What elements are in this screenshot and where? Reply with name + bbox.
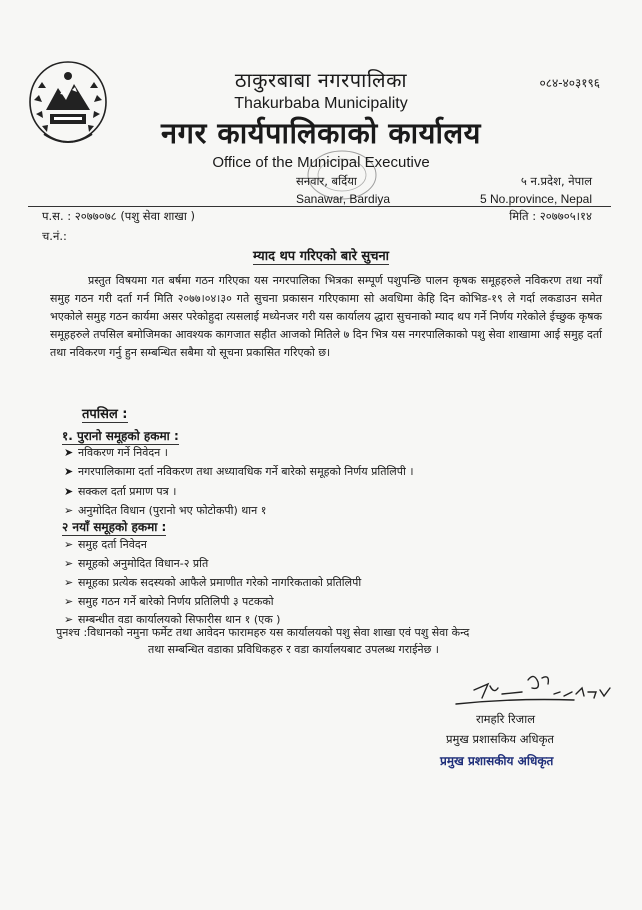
arrow-bullet-icon: ➢: [64, 576, 74, 589]
office-name-english: Office of the Municipal Executive: [212, 154, 430, 171]
notice-body: प्रस्तुत विषयमा गत बर्षमा गठन गरिएका यस नगरपालिका भित्रका सम्पूर्ण पशुपन्छि पालन कृषक समूहहरुले नविकरण तथा नयाँ समुह गठन गरी दर्ता गर्न मिति २०७७।०४।३० गते सुचना प्रकासन गरिएकामा सो अवधिमा केहि दिन कोभिड-१९ ले गर्दा लकडाउन समेत भएकोले समुह गठन कार्यमा असर परेकोहुदा त्यसलाई मध्येनजर गरी यस कार्यालय द्धारा सुचनाको म्याद थप गर्ने निर्णय गरेकोले ईच्छुक कृषक समूहहरुले तपसिल बमोजिमका आवश्यक कागजात सहीत आजको मितिले ७ दिन भित्र यस नगरपालिकाको पशु सेवा शाखामा आई समुह दर्ता तथा नविकरण गर्नु हुन सम्बन्धित सबैमा यो सूचना प्रकासित गरिएको छ।: [50, 274, 602, 359]
arrow-bullet-icon: ➢: [64, 538, 74, 551]
postscript-line-2: तथा सम्बन्धित वडाका प्रविधिकहरु र वडा कार्यालयबाट उपलब्ध गराईनेछ ।: [148, 643, 439, 656]
postscript-line-1: पुनश्च :विधानको नमुना फर्मेट तथा आवेदन फारामहरु यस कार्यालयको पशु सेवा शाखा एवं पशु सेवा केन्द: [56, 626, 470, 639]
details-heading: तपसिल :: [82, 404, 128, 423]
arrow-bullet-icon: ➢: [64, 557, 74, 570]
notice-subject: [0, 246, 642, 264]
list-item: ➤ नविकरण गर्ने निवेदन ।: [64, 446, 168, 459]
signatory-name: रामहरि रिजाल: [476, 712, 535, 726]
list-item: ➢ समुह गठन गर्ने बारेको निर्णय प्रतिलिपी ३ पटकको: [64, 595, 274, 608]
arrow-bullet-icon: ➢: [64, 595, 74, 608]
province-english: 5 No.province, Nepal: [479, 192, 592, 206]
list-item: ➤ नगरपालिकामा दर्ता नविकरण तथा अध्यावधिक गर्ने बारेको समूहको निर्णय प्रतिलिपी ।: [64, 465, 414, 478]
list-item: ➢ समूहको अनुमोदित विधान-२ प्रति: [64, 557, 209, 570]
municipality-name-english: Thakurbaba Municipality: [234, 95, 408, 112]
list-item: ➢ अनुमोदित विधान (पुरानो भए फोटोकपी) थान १: [64, 504, 267, 517]
reference-number: प.स. : २०७७०७८ (पशु सेवा शाखा ): [42, 209, 195, 223]
section-new-group-title: २ नयाँ समूहको हकमा :: [62, 520, 167, 534]
arrow-bullet-icon: ➤: [64, 485, 74, 498]
place-english: Sanawar, Bardiya: [296, 192, 391, 206]
phone-number: ०८४-४०३१९६: [539, 76, 600, 90]
official-stamp: प्रमुख प्रशासकीय अधिकृत: [440, 754, 554, 768]
header-divider: [28, 206, 611, 207]
section-old-group-title: १. पुरानो समूहको हकमा :: [62, 429, 179, 443]
signatory-title: प्रमुख प्रशासकिय अधिकृत: [446, 732, 554, 746]
arrow-bullet-icon: ➤: [64, 446, 74, 459]
list-item: ➤ सक्कल दर्ता प्रमाण पत्र ।: [64, 485, 177, 498]
list-item: ➢ सम्बन्धीत वडा कार्यालयको सिफारीस थान १ (एक ): [64, 613, 281, 626]
list-item: ➢ समुह दर्ता निवेदन: [64, 538, 147, 551]
arrow-bullet-icon: ➤: [64, 465, 74, 478]
notice-subject-text: म्याद थप गरिएको बारे सुचना: [252, 249, 390, 264]
handwritten-signature-icon: [454, 664, 624, 710]
municipality-name-nepali: ठाकुरबाबा नगरपालिका: [234, 68, 408, 92]
list-item: ➢ समूहका प्रत्येक सदस्यको आफैले प्रमाणीत गरेको नागरिकताको प्रतिलिपी: [64, 576, 362, 589]
place-nepali: सनवार, बर्दिया: [296, 174, 357, 188]
province-nepali: ५ न.प्रदेश, नेपाल: [520, 174, 592, 188]
arrow-bullet-icon: ➢: [64, 504, 74, 517]
arrow-bullet-icon: ➢: [64, 613, 74, 626]
chalani-number: च.नं.:: [42, 229, 67, 243]
office-name-nepali: नगर कार्यपालिकाको कार्यालय: [161, 116, 481, 150]
letter-date: मिति : २०७७०५।१४: [509, 209, 592, 223]
